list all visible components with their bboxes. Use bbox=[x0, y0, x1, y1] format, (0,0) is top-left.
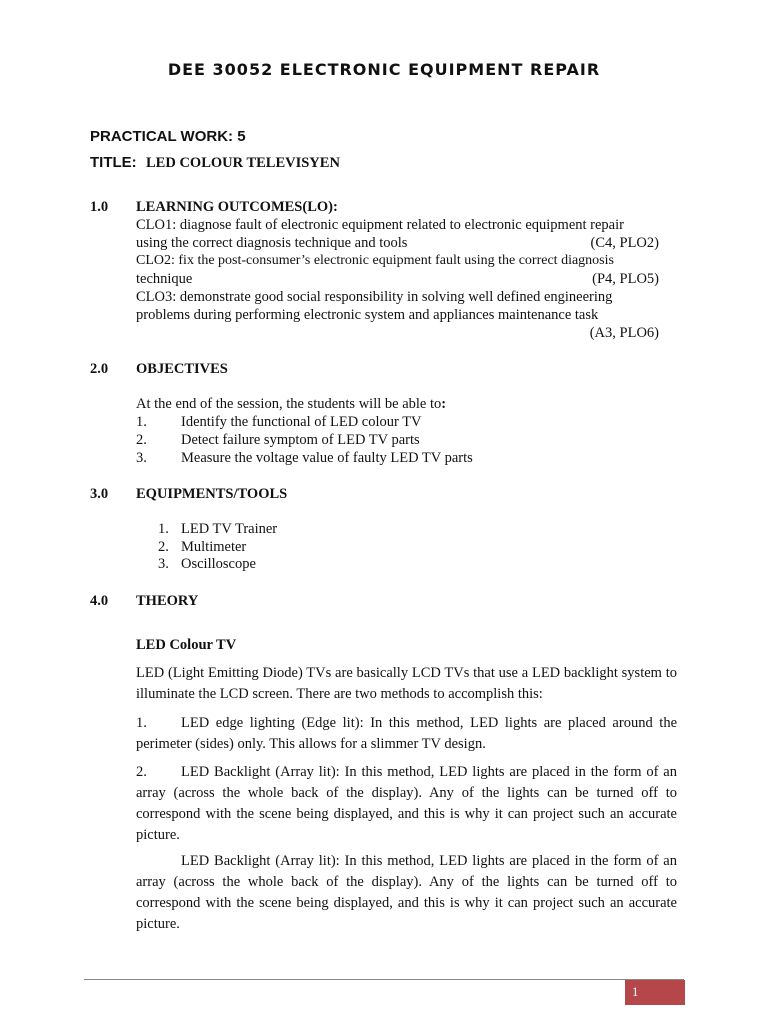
page-number: 1 bbox=[632, 984, 639, 999]
objective-1-number: 1. bbox=[136, 414, 147, 430]
theory-item-2 bbox=[136, 762, 677, 846]
theory-subheading: LED Colour TV bbox=[136, 637, 237, 653]
equipment-1-number: 1. bbox=[158, 521, 169, 537]
equipment-2-text: Multimeter bbox=[181, 539, 247, 555]
theory-item-2-text: LED Backlight (Array lit): In this method, LED lights are placed in the form of an array (across the whole back of the display). Any of the lights can be turned off to correspond with the scene being displayed, and this is why it can project such an accurate picture. bbox=[136, 764, 677, 843]
clo2-code: (P4, PLO5) bbox=[592, 271, 659, 287]
objectives-intro-colon: : bbox=[441, 396, 447, 412]
document-title: DEE 30052 ELECTRONIC EQUIPMENT REPAIR bbox=[167, 60, 601, 79]
theory-paragraph-repeat: LED Backlight (Array lit): In this method, LED lights are placed in the form of an array (across the whole back of the display). Any of the lights can be turned off to correspond with the scene being displayed, and this is why it can project such an accurate picture. bbox=[136, 853, 677, 932]
section-1-heading: LEARNING OUTCOMES(LO): bbox=[136, 199, 338, 215]
objective-3-number: 3. bbox=[136, 450, 147, 466]
section-3-heading: EQUIPMENTS/TOOLS bbox=[136, 486, 288, 502]
clo1-line-2: using the correct diagnosis technique and tools bbox=[136, 235, 408, 251]
section-2-number: 2.0 bbox=[90, 361, 109, 377]
clo2-line-2: technique bbox=[136, 271, 193, 287]
clo3-line-1: CLO3: demonstrate good social responsibility in solving well defined engineering bbox=[136, 289, 613, 305]
equipment-1-text: LED TV Trainer bbox=[181, 521, 278, 537]
objective-1-text: Identify the functional of LED colour TV bbox=[181, 414, 422, 430]
section-4-number: 4.0 bbox=[90, 593, 109, 609]
clo3-line-2: problems during performing electronic system and appliances maintenance task bbox=[136, 307, 599, 323]
footer-divider bbox=[84, 979, 684, 980]
theory-paragraph-1: LED (Light Emitting Diode) TVs are basically LCD TVs that use a LED backlight system to illuminate the LCD screen. There are two methods to accomplish this: bbox=[136, 665, 677, 702]
objective-2-number: 2. bbox=[136, 432, 147, 448]
section-3-number: 3.0 bbox=[90, 486, 109, 502]
section-4-heading: THEORY bbox=[136, 593, 199, 609]
title-value: LED COLOUR TELEVISYEN bbox=[146, 155, 340, 171]
objective-3-text: Measure the voltage value of faulty LED TV parts bbox=[181, 450, 473, 466]
clo1-code: (C4, PLO2) bbox=[590, 235, 659, 251]
section-2-heading: OBJECTIVES bbox=[136, 361, 228, 377]
practical-work-label: PRACTICAL WORK: 5 bbox=[90, 128, 246, 145]
equipment-3-text: Oscilloscope bbox=[181, 556, 256, 572]
equipment-2-number: 2. bbox=[158, 539, 169, 555]
clo2-line-1: CLO2: fix the post-consumer’s electronic equipment fault using the correct diagnosis bbox=[136, 253, 614, 268]
theory-item-2-number: 2. bbox=[136, 764, 147, 780]
clo1-line-1: CLO1: diagnose fault of electronic equipment related to electronic equipment repair bbox=[136, 217, 624, 233]
clo3-code: (A3, PLO6) bbox=[589, 325, 659, 341]
theory-item-1-text: LED edge lighting (Edge lit): In this method, LED lights are placed around the perimeter (sides) only. This allows for a slimmer TV design. bbox=[136, 715, 677, 752]
theory-item-1-number: 1. bbox=[136, 715, 147, 731]
objective-2-text: Detect failure symptom of LED TV parts bbox=[181, 432, 420, 448]
theory-item-1 bbox=[136, 713, 677, 755]
section-1-number: 1.0 bbox=[90, 199, 109, 215]
objectives-intro-text: At the end of the session, the students will be able to bbox=[136, 396, 442, 412]
objectives-intro bbox=[136, 396, 446, 413]
equipment-3-number: 3. bbox=[158, 556, 169, 572]
title-label: TITLE: bbox=[90, 154, 137, 171]
